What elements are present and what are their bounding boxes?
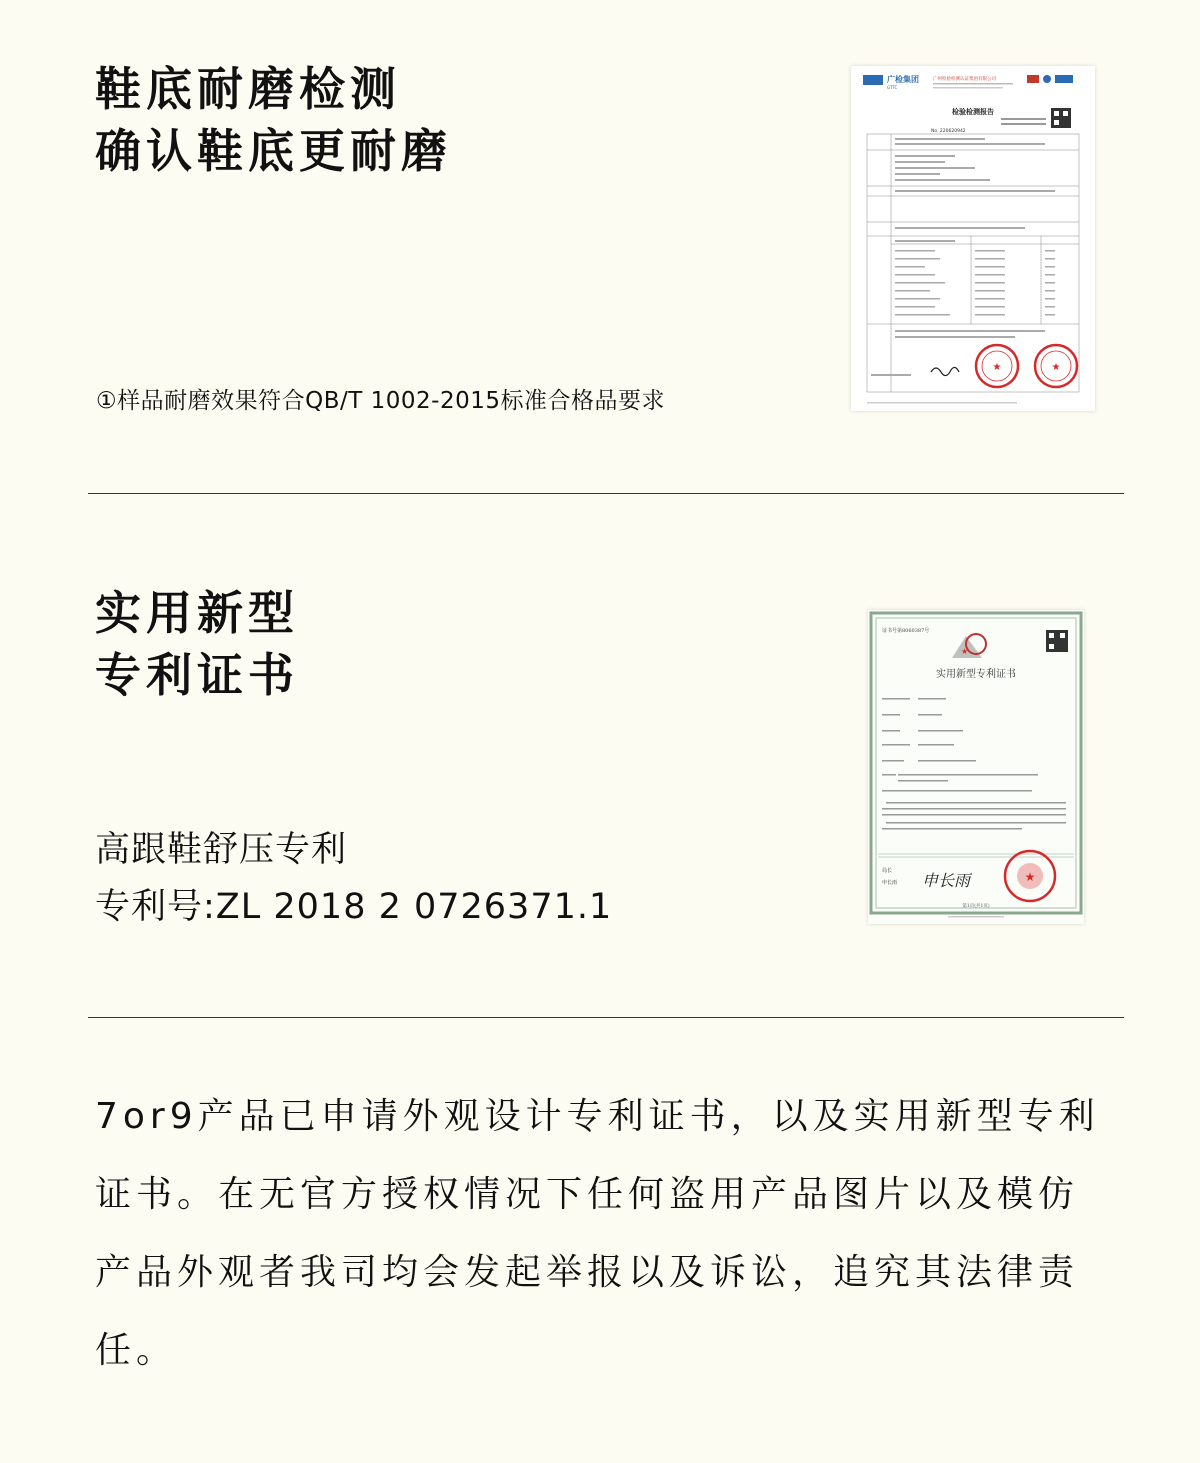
section2-title-line2: 专利证书 xyxy=(95,648,299,702)
certificate-title: 实用新型专利证书 xyxy=(936,669,1016,680)
signature: 申长雨 xyxy=(922,871,971,890)
patent-certificate-image xyxy=(868,610,1084,924)
cnipa-stamp-icon xyxy=(1005,851,1055,901)
signer-title: 局长 xyxy=(882,868,893,874)
report-logo-text: 广检集团 xyxy=(887,75,919,84)
report-table-rows xyxy=(871,138,1055,376)
section1-note: ①样品耐磨效果符合QB/T 1002-2015标准合格品要求 xyxy=(96,388,665,414)
report-signature-icon xyxy=(931,367,959,375)
section1-title xyxy=(95,58,452,182)
report-stamps xyxy=(976,345,1077,387)
section1-title-line1: 鞋底耐磨检测 xyxy=(95,62,401,116)
certificate-number: 证书号第8060387号 xyxy=(882,628,930,634)
report-title: 检验检测报告 xyxy=(952,107,994,116)
signer-name: 申长雨 xyxy=(882,880,898,886)
report-logo-sub: GTTC xyxy=(887,85,898,90)
svg-text:★: ★ xyxy=(992,362,1002,373)
section2-title-line1: 实用新型 xyxy=(95,586,299,640)
cnas-mark-icon xyxy=(1055,75,1073,83)
test-report-image xyxy=(851,66,1095,411)
svg-text:★: ★ xyxy=(1051,362,1061,373)
ilac-mark-icon xyxy=(1043,75,1051,83)
section1-title-line2: 确认鞋底更耐磨 xyxy=(95,124,452,178)
patent-certificate-drawing xyxy=(868,610,1084,924)
divider-1 xyxy=(88,493,1124,494)
certificate-footer: 第1页(共1页) xyxy=(962,904,990,909)
report-header-right: 广州检验检测认证集团有限公司 xyxy=(933,77,996,82)
cnipa-emblem-icon xyxy=(952,634,986,658)
section2-title xyxy=(95,582,299,706)
copyright-statement: 7or9产品已申请外观设计专利证书，以及实用新型专利证书。在无官方授权情况下任何盗用产品图片以及模仿产品外观者我司均会发起举报以及诉讼，追究其法律责任。 xyxy=(95,1096,1100,1371)
certificate-body-lines xyxy=(882,698,1066,830)
patent-number: 专利号:ZL 2018 2 0726371.1 xyxy=(95,887,613,927)
report-table xyxy=(867,134,1079,392)
patent-info xyxy=(95,822,612,936)
svg-text:★: ★ xyxy=(961,647,969,656)
patent-product: 高跟鞋舒压专利 xyxy=(95,830,348,870)
report-number: No. 220620942 xyxy=(931,129,966,134)
ma-mark-icon xyxy=(1027,75,1039,83)
svg-text:★: ★ xyxy=(1024,870,1036,884)
test-report-drawing xyxy=(851,66,1095,411)
gttc-logo-icon xyxy=(863,75,883,85)
divider-2 xyxy=(88,1017,1124,1018)
